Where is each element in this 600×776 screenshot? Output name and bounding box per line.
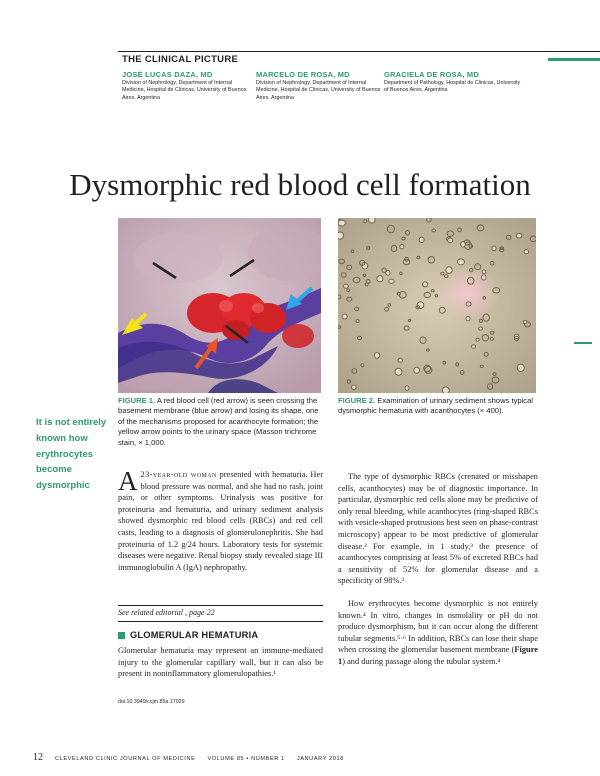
figure-1-caption [118, 396, 323, 448]
figure-2-caption [338, 396, 536, 417]
sediment-cell [397, 292, 400, 295]
body-paragraph-3: The type of dysmorphic RBCs (crenated or misshapen cells, acanthocytes) may be of diagnostic importance. In particular, dysmorphic red cells alone may be predictive of only renal bleeding, while acanthocytes (ring-shaped RBCs with vesicle-shaped protrusions best seen on phase-contrast microscopy) appear to be most predictive of glomerular disease.² For example, in 1 study,³ the presence of acanthocytes comprising at least 5% of excreted RBCs had a sensitivity of 52% for glomerular disease and a specificity of 98%.³ [338, 472, 538, 586]
sediment-cell [446, 267, 452, 274]
sediment-cell [517, 364, 524, 371]
sediment-cell [400, 244, 404, 249]
sediment-cell [388, 304, 391, 307]
sediment-cell [363, 274, 365, 276]
divider-rule [118, 605, 323, 606]
figure-2-image [338, 218, 536, 393]
sediment-cell [342, 314, 347, 319]
sediment-cell [338, 220, 345, 226]
sediment-cell [377, 276, 383, 282]
sediment-cell [369, 218, 376, 223]
figure-2-label: FIGURE 2. [338, 396, 376, 405]
sediment-cell [364, 220, 367, 223]
sediment-cell [476, 338, 479, 341]
sediment-cell [419, 237, 424, 242]
section-square-icon [118, 632, 125, 639]
article-title: Dysmorphic red blood cell formation [69, 167, 531, 202]
figure-1-image [118, 218, 321, 393]
sediment-cell [423, 282, 428, 287]
paragraph-4-text-b: ) and during passage along the tubular system.⁴ [342, 656, 501, 666]
sediment-cell [448, 238, 453, 243]
sediment-cell [417, 302, 424, 309]
section-label: THE CLINICAL PICTURE [122, 54, 239, 65]
sediment-cell [352, 385, 357, 389]
sediment-cell [466, 316, 470, 320]
sediment-cell [458, 259, 465, 265]
sediment-cell [441, 272, 444, 275]
body-paragraph-1 [118, 466, 323, 573]
sediment-cell [398, 358, 402, 362]
sediment-cell [471, 345, 475, 349]
author-affiliation: Division of Nephrology, Department of Internal Medicine, Hospital de Clinicas, University of Buenos Aires, Argentina [256, 80, 381, 101]
journal-volume: VOLUME 85 • NUMBER 1 [207, 756, 285, 762]
sediment-cell [490, 338, 493, 341]
body-paragraph-4 [338, 598, 538, 668]
sediment-cell [442, 387, 449, 393]
paragraph-1-text: presented with hematuria. Her blood pressure was normal, and she had no rash, joint pain, or other symptoms. Urinalysis was positive for proteinuria and hematuria, and urinary sediment analysis showed dysmorphic red blood cells (RBCs) and red cell casts, leading to a diagnosis of glomerulonephritis. She had proteinuria of 1.2 g/24 hours. Laboratory tests for systemic diseases were negative. Renal biopsy study revealed stage III immunoglobulin A (IgA) nephropathy. [118, 470, 323, 572]
author-affiliation: Division of Nephrology, Department of Internal Medicine, Hospital de Clinicas, University of Buenos Aires, Argentina [122, 80, 247, 101]
author-name: GRACIELA DE ROSA, MD [384, 70, 479, 79]
figure-reference: Figure 1 [338, 645, 538, 666]
doi-link[interactable]: doi:10.3949/ccjm.85a.17029 [118, 699, 185, 705]
divider-rule [118, 621, 323, 622]
accent-bar [548, 58, 600, 61]
journal-name: CLEVELAND CLINIC JOURNAL OF MEDICINE [55, 756, 196, 762]
sediment-cell [395, 368, 402, 375]
sediment-cell [389, 279, 394, 283]
sediment-cell [374, 353, 380, 359]
sediment-cell [386, 271, 390, 276]
sediment-cell [482, 275, 487, 280]
journal-date: JANUARY 2018 [296, 756, 344, 762]
section-heading [118, 630, 258, 640]
sediment-cell [338, 232, 344, 239]
see-related-link[interactable]: See related editorial , page 22 [118, 608, 215, 617]
author-name: JOSÉ LUCAS DAZA, MD [122, 70, 213, 79]
sediment-cell [483, 297, 486, 300]
pull-quote: It is not entirely known how erythrocytes become dysmorphic [36, 417, 107, 492]
paragraph-4-text-a: How erythrocytes become dysmorphic is not entirely known.⁴ In vitro, changes in osmolality or pH do not produce dysmorphism, but it can occur along the different tubular segments.⁵·⁶ In addition, RBCs can lose their shape when crossing the glomerular basement membrane ( [338, 598, 538, 655]
figure-1-label: FIGURE 1. [118, 396, 156, 405]
sediment-cell [444, 275, 448, 278]
lead-in: 23-year-old woman [140, 470, 217, 479]
sediment-cell [431, 290, 434, 292]
body-column-2 [338, 471, 538, 668]
sediment-cell [524, 250, 529, 254]
sediment-cell [492, 246, 496, 251]
author-name: MARCELO DE ROSA, MD [256, 70, 350, 79]
page-footer [33, 752, 344, 763]
sediment-cell [400, 272, 402, 275]
sediment-cell [516, 233, 522, 238]
sediment-cell [482, 270, 486, 274]
drop-cap: A [118, 466, 138, 496]
body-paragraph-2: Glomerular hematuria may represent an immune-mediated injury to the glomerular capillary wall, but it can also be present in noninflammatory glomerulopathies.¹ [118, 646, 323, 679]
sediment-cell [344, 284, 349, 288]
sediment-cell [523, 321, 527, 324]
page-number: 12 [33, 752, 43, 763]
sediment-cell [361, 364, 364, 367]
margin-marker [574, 342, 592, 344]
figure-1-caption-text: A red blood cell (red arrow) is seen crossing the basement membrane (blue arrow) and losing its shape, one of the mechanisms proposed for acanthocyte formation; the yellow arrow points to the urinary space (Masson trichrome stain, × 1,000. [118, 396, 319, 447]
sediment-cell [405, 386, 409, 390]
sediment-cell [432, 229, 436, 232]
figure-2-caption-text: Examination of urinary sediment shows typical dysmorphic hematuria with acanthocytes (× 400). [338, 396, 533, 416]
author-affiliation: Department of Pathology, Hospital de Clinicas, University of Buenos Aires, Argentina [384, 80, 521, 94]
sediment-cell [356, 320, 359, 323]
author-1 [122, 70, 247, 102]
section-heading-text: GLOMERULAR HEMATURIA [130, 630, 259, 640]
sediment-cell [461, 242, 466, 247]
author-2 [256, 70, 381, 102]
sediment-cell [480, 365, 483, 367]
sediment-cell [479, 327, 483, 330]
sediment-cell [347, 289, 350, 292]
author-3 [384, 70, 524, 95]
header-rule [118, 51, 600, 52]
sediment-cell [414, 367, 420, 373]
